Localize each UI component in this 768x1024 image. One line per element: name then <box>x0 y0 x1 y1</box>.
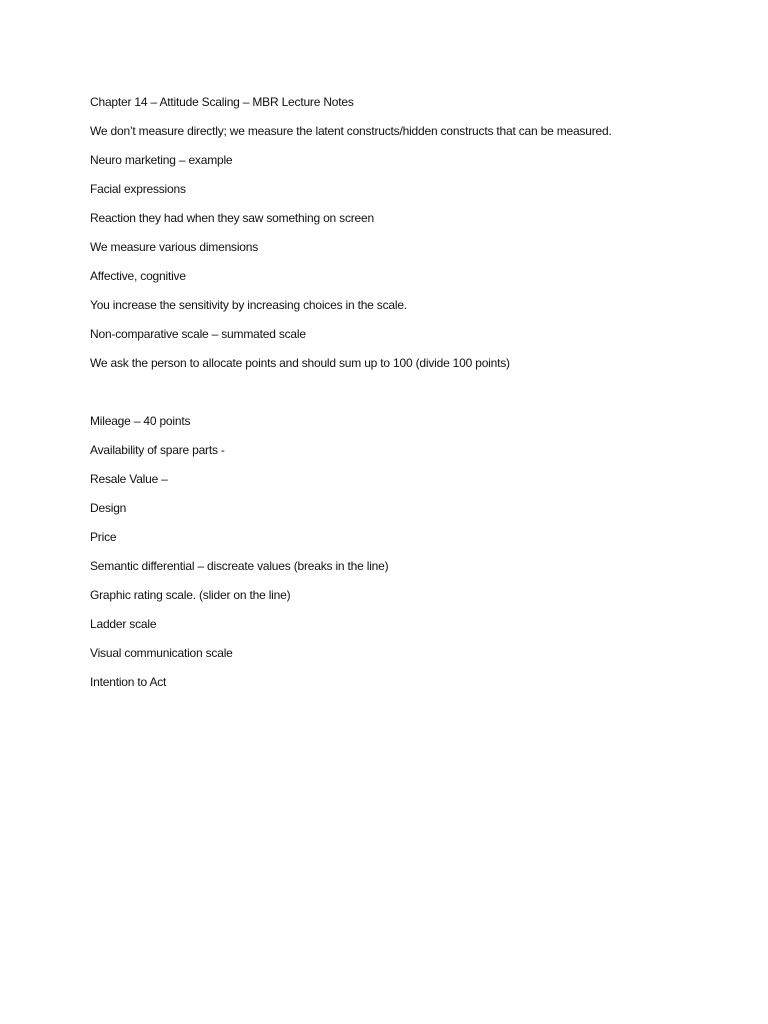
chapter-title: Chapter 14 – Attitude Scaling – MBR Lecture Notes <box>90 95 354 109</box>
blank-line <box>90 383 750 412</box>
note-line: You increase the sensitivity by increasing choices in the scale. <box>90 298 407 312</box>
note-line: Neuro marketing – example <box>90 153 233 167</box>
note-line: Resale Value – <box>90 472 168 486</box>
note-line: Facial expressions <box>90 182 186 196</box>
note-line: Price <box>90 530 117 544</box>
note-line: Visual communication scale <box>90 646 233 660</box>
lecture-notes <box>90 93 750 702</box>
note-line: We ask the person to allocate points and should sum up to 100 (divide 100 points) <box>90 356 510 370</box>
note-line: Non-comparative scale – summated scale <box>90 327 306 341</box>
note-line: Ladder scale <box>90 617 157 631</box>
note-line: Graphic rating scale. (slider on the line) <box>90 588 291 602</box>
note-line: Intention to Act <box>90 675 167 689</box>
note-line: Reaction they had when they saw something on screen <box>90 211 374 225</box>
note-line: Mileage – 40 points <box>90 414 191 428</box>
note-line: We don’t measure directly; we measure the latent constructs/hidden constructs that can be measured. <box>90 124 612 138</box>
note-line: Availability of spare parts - <box>90 443 225 457</box>
note-line: We measure various dimensions <box>90 240 259 254</box>
note-line: Affective, cognitive <box>90 269 186 283</box>
note-line: Semantic differential – discreate values (breaks in the line) <box>90 559 389 573</box>
note-line: Design <box>90 501 127 515</box>
